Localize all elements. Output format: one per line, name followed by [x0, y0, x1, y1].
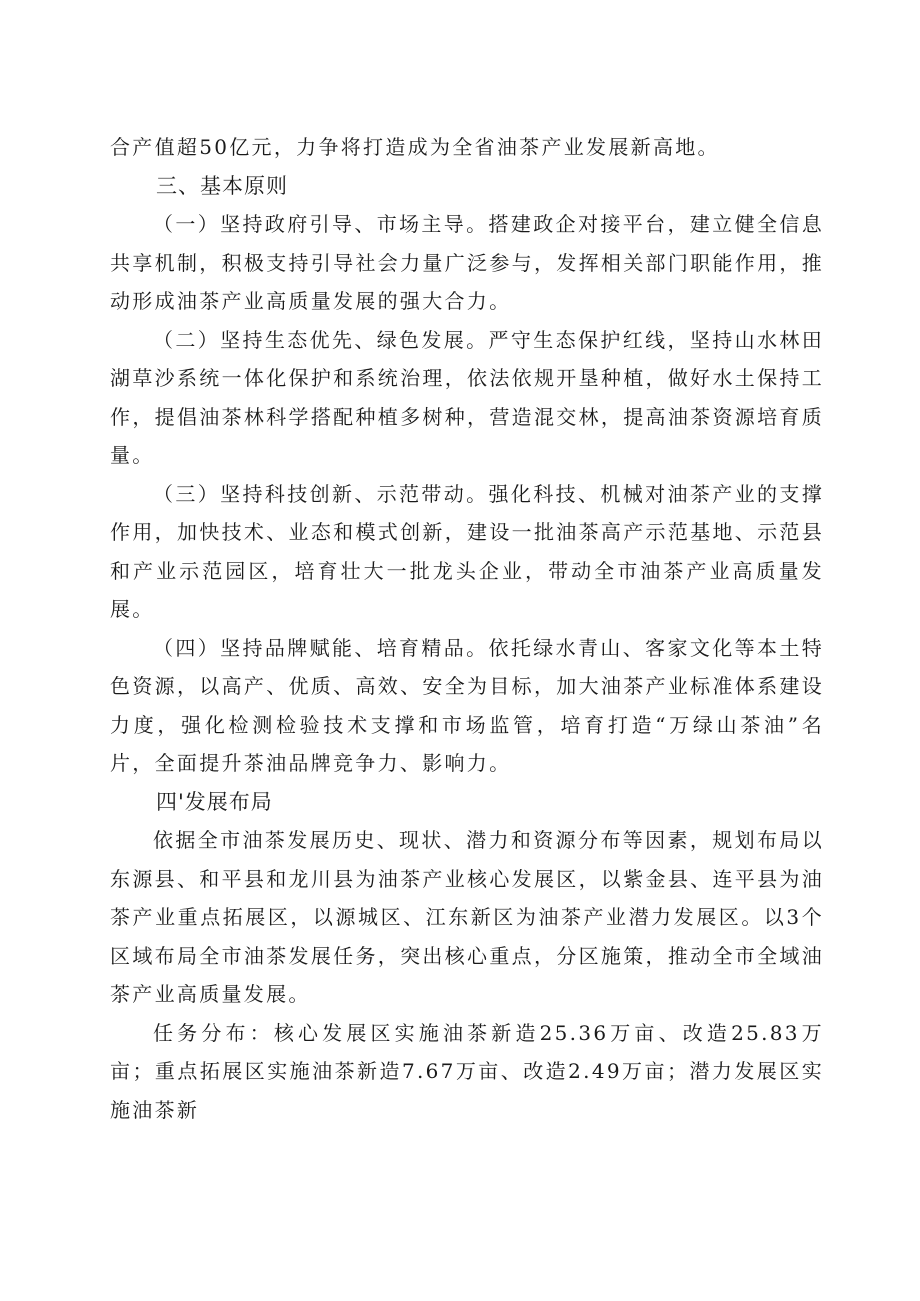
paragraph-principle-4: （四）坚持品牌赋能、培育精品。依托绿水青山、客家文化等本土特色资源，以高产、优质、高效、安全为目标，加大油茶产业标准体系建设力度，强化检测检验技术支撑和市场监管，培育打造“万绿山茶油”名片，全面提升茶油品牌竞争力、影响力。: [110, 635, 824, 775]
paragraph-principle-1: （一）坚持政府引导、市场主导。搭建政企对接平台，建立健全信息共享机制，积极支持引导社会力量广泛参与，发挥相关部门职能作用，推动形成油茶产业高质量发展的强大合力。: [110, 212, 824, 313]
paragraph-principle-2: （二）坚持生态优先、绿色发展。严守生态保护红线，坚持山水林田湖草沙系统一体化保护和系统治理，依法依规开垦种植，做好水土保持工作，提倡油茶林科学搭配种植多树种，营造混交林，提高油茶资源培育质量。: [110, 327, 824, 467]
document-body: [110, 128, 824, 1129]
section-heading-development-layout: 四'发展布局: [156, 789, 273, 814]
paragraph-layout: 依据全市油茶发展历史、现状、潜力和资源分布等因素，规划布局以东源县、和平县和龙川县为油茶产业核心发展区，以紫金县、连平县为油茶产业重点拓展区，以源城区、江东新区为油茶产业潜力发展区。以3个区域布局全市油茶发展任务，突出核心重点，分区施策，推动全市全域油茶产业高质量发展。: [110, 828, 824, 1006]
paragraph-continued: 合产值超50亿元，力争将打造成为全省油茶产业发展新高地。: [110, 135, 720, 159]
paragraph-task-distribution: 任务分布：核心发展区实施油茶新造25.36万亩、改造25.83万亩；重点拓展区实施油茶新造7.67万亩、改造2.49万亩；潜力发展区实施油茶新: [110, 1020, 824, 1122]
paragraph-principle-3: （三）坚持科技创新、示范带动。强化科技、机械对油茶产业的支撑作用，加快技术、业态和模式创新，建设一批油茶高产示范基地、示范县和产业示范园区，培育壮大一批龙头企业，带动全市油茶产业高质量发展。: [110, 481, 824, 621]
section-heading-basic-principles: 三、基本原则: [156, 173, 288, 198]
